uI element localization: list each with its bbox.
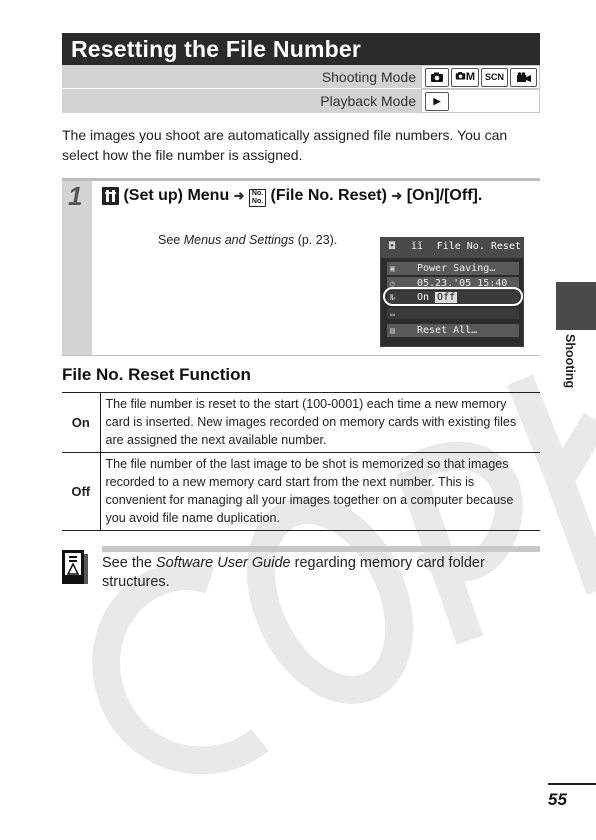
intro-paragraph: The images you shoot are automatically assigned file numbers. You can select how the file number is assigned. bbox=[62, 127, 508, 163]
setup-tab-icon: ĭĭ bbox=[411, 241, 424, 252]
shooting-mode-icons bbox=[421, 65, 540, 89]
on-off-values: [On]/[Off]. bbox=[406, 187, 483, 204]
clock-icon: ◷ bbox=[390, 279, 395, 288]
function-description: The file number is reset to the start (100-0001) each time a new memory card is inserted. New images recorded on memory cards with existing files are assigned the next available number. bbox=[100, 393, 540, 453]
file-no-icon: № bbox=[390, 293, 395, 302]
lcd-row: ◷ 05.23.'05 15:40 bbox=[387, 277, 519, 290]
setup-menu-text: (Set up) Menu bbox=[123, 187, 230, 204]
step-box bbox=[62, 178, 540, 356]
camera-manual-icon: M bbox=[451, 68, 479, 87]
playback-mode-icons bbox=[421, 89, 540, 113]
lcd-row: ▣ Power Saving… bbox=[387, 262, 519, 275]
page-title: Resetting the File Number bbox=[62, 33, 540, 65]
lcd-row bbox=[387, 308, 519, 319]
see-reference-link: Menus and Settings bbox=[183, 233, 295, 247]
lcd-menu-tabs bbox=[381, 238, 524, 258]
camera-lcd-screenshot bbox=[380, 237, 524, 347]
step-instruction bbox=[102, 186, 532, 207]
function-name: Off bbox=[62, 453, 100, 531]
setup-menu-icon bbox=[102, 187, 119, 205]
function-name: On bbox=[62, 393, 100, 453]
movie-icon bbox=[510, 68, 537, 87]
lcd-title: File No. Reset bbox=[436, 241, 521, 252]
note-divider bbox=[102, 546, 540, 552]
chapter-tab bbox=[556, 282, 596, 330]
playback-icon: ▶ bbox=[425, 92, 449, 111]
step-number: 1 bbox=[68, 181, 83, 211]
power-saving-icon: ▣ bbox=[390, 264, 395, 273]
folder-icon: ▭ bbox=[390, 310, 395, 319]
section-title: File No. Reset Function bbox=[62, 365, 251, 384]
software-user-guide-reference: Software User Guide bbox=[156, 555, 291, 571]
shooting-mode-label: Shooting Mode bbox=[321, 69, 416, 85]
note-text: See the Software User Guide regarding memory card folder structures. bbox=[102, 555, 485, 590]
arrow-right-icon: ➜ bbox=[391, 188, 403, 203]
see-reference: See Menus and Settings (p. 23). bbox=[158, 233, 338, 247]
arrow-right-icon: ➜ bbox=[233, 188, 245, 203]
reset-icon: ▤ bbox=[390, 326, 395, 335]
table-row bbox=[62, 453, 540, 531]
chapter-label: Shooting bbox=[563, 334, 577, 389]
file-no-reset-icon: No. No. bbox=[249, 189, 266, 207]
playback-mode-label: Playback Mode bbox=[320, 93, 416, 109]
camera-auto-icon bbox=[425, 68, 449, 87]
page-number: 55 bbox=[548, 790, 567, 809]
lcd-row-selected: № On Off bbox=[387, 291, 519, 304]
scene-icon: SCN bbox=[481, 68, 508, 87]
note-book-icon bbox=[62, 550, 88, 586]
step-number-column bbox=[62, 181, 92, 355]
shooting-mode-row bbox=[62, 65, 540, 89]
table-row bbox=[62, 393, 540, 453]
file-no-reset-text: (File No. Reset) bbox=[270, 187, 387, 204]
playback-mode-row bbox=[62, 89, 540, 113]
lcd-row: ▤ Reset All… bbox=[387, 324, 519, 337]
camera-tab-icon: ◘ bbox=[389, 241, 396, 252]
function-table bbox=[62, 392, 540, 531]
page-number-rule bbox=[548, 783, 596, 785]
function-description: The file number of the last image to be shot is memorized so that images recorded to a new memory card start from the next number. This is convenient for managing all your images together on a computer because you avoid file name duplication. bbox=[100, 453, 540, 531]
selection-highlight-ring bbox=[383, 287, 523, 306]
